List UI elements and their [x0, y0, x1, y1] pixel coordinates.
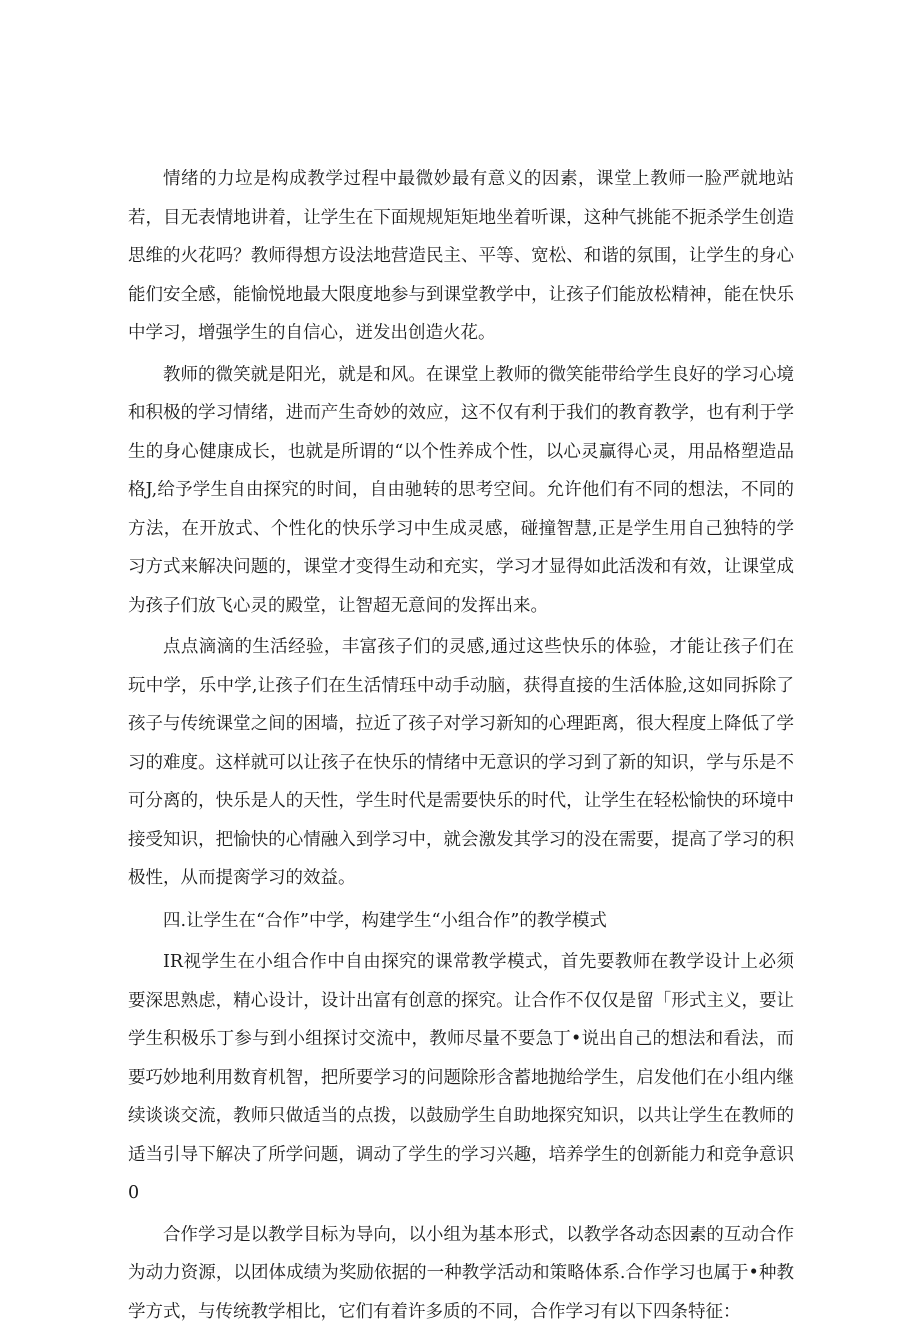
paragraph-teacher-smile: 教师的微笑就是阳光，就是和风。在课堂上教师的微笑能带给学生良好的学习心境和积极的学习情绪，进而产生奇妙的效应，这不仅有利于我们的教育教学，也有利于学生的身心健康成长，也就是所谓的“以个性养成个性，以心灵赢得心灵，用品格塑造品格J,给予学生自由探究的时间，自由驰转的思考空间。允许他们有不同的想法，不同的方法，在开放式、个性化的快乐学习中生成灵感，碰撞智慧,正是学生用自己独特的学习方式来解决问题的，课堂才变得生动和充实，学习才显得如此活泼和有效，让课堂成为孩子们放飞心灵的殿堂，让智超无意间的发挥出来。: [128, 356, 794, 626]
paragraph-cooperative-learning: 合作学习是以教学目标为导向，以小组为基本形式，以教学各动态因素的互动合作为动力资源，以团体成绩为奖励依据的一种教学活动和策略体系.合作学习也属于•种教学方式，与传统教学相比，它们有着许多质的不同，合作学习有以下四条特征：: [128, 1216, 794, 1331]
section-heading-cooperation: 四.让学生在“合作”中学，构建学生“小组合作”的教学模式: [128, 902, 794, 941]
document-body: [128, 160, 794, 1331]
paragraph-group-inquiry: IR视学生在小组合作中自由探究的课常教学模式，首先要教师在教学设计上必须要深思熟虑，精心设计，设计出富有创意的探究。让合作不仅仅是留「形式主义，要让学生积极乐丁参与到小组探讨交流中，教师尽量不要急丁•说出自己的想法和看法，而要巧妙地利用数育机智，把所要学习的问题除形含蓄地抛给学生，启发他们在小组内继续谈谈交流，教师只做适当的点拨，以鼓励学生自助地探究知识，以共让学生在教师的适当引导下解决了所学问题，调动了学生的学习兴趣，培养学生的创新能力和竞争意识0: [128, 943, 794, 1213]
paragraph-life-experience: 点点滴滴的生活经验，丰富孩子们的灵感,通过这些快乐的体验，才能让孩子们在玩中学，乐中学,让孩子们在生活情珏中动手动脑，获得直接的生活体脸,这如同拆除了孩子与传统课堂之间的困墙，拉近了孩子对学习新知的心理距离，很大程度上降低了学习的难度。这样就可以让孩子在快乐的情绪中无意识的学习到了新的知识，学与乐是不可分离的，快乐是人的天性，学生时代是需要快乐的时代，让学生在轻松愉快的环境中接受知识，把愉快的心情融入到学习中，就会激发其学习的没在需要，提高了学习的积极性，从而提脔学习的效益。: [128, 628, 794, 898]
paragraph-emotion-power: 情绪的力垃是构成教学过程中最微妙最有意义的因素，课堂上教师一脸严就地站若，目无表情地讲着，让学生在下面规规矩矩地坐着听课，这种气挑能不扼杀学生创造思维的火花吗？教师得想方设法地营造民主、平等、宽松、和谐的氛围，让学生的身心能们安全感，能愉悦地最大限度地参与到课堂教学中，让孩子们能放松精神，能在快乐中学习，增强学生的自信心，迸发出创造火花。: [128, 160, 794, 353]
